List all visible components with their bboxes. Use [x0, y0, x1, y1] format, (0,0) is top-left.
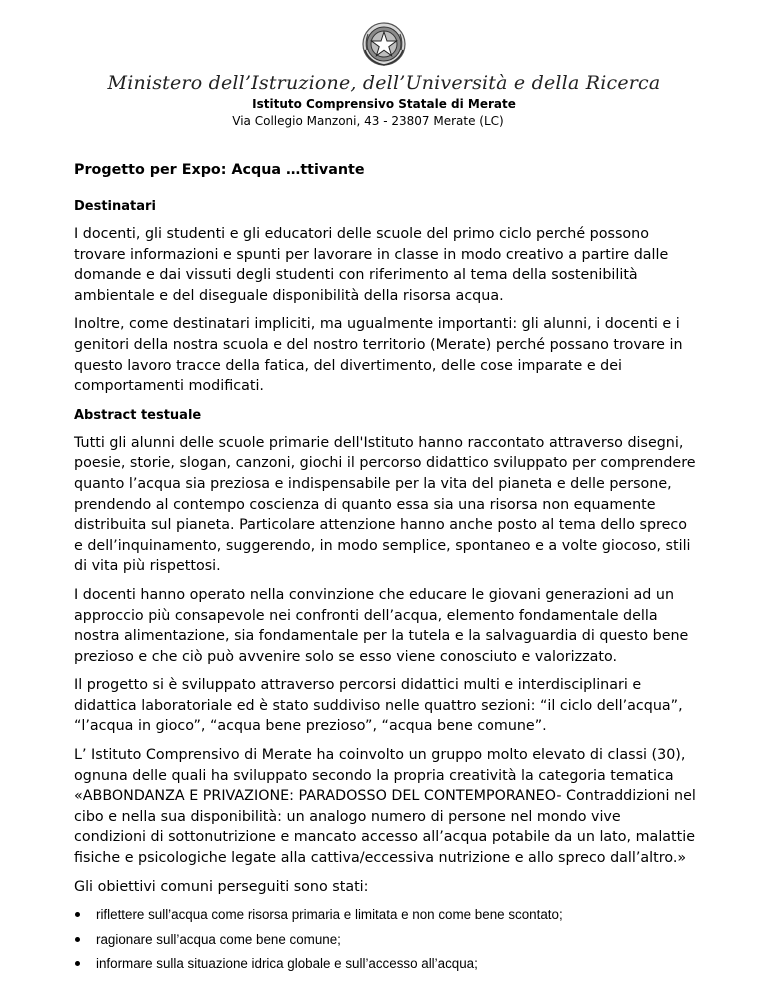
- section-heading-abstract: Abstract testuale: [74, 407, 202, 423]
- document-title: Progetto per Expo: Acqua …ttivante: [74, 162, 365, 178]
- paragraph: Il progetto si è sviluppato attraverso percorsi didattici multi e interdisciplinari e didattica laboratoriale ed è stato suddiviso nelle quattro sezioni: “il ciclo dell’acqua”, “l’acqua in gioco”, “acqua bene prezioso”, “acqua bene comune”.: [74, 677, 683, 735]
- paragraph: L’ Istituto Comprensivo di Merate ha coinvolto un gruppo molto elevato di classi (30), ognuna delle quali ha sviluppato secondo la propria creatività la categoria tematica «ABBONDANZA E PRIVAZIONE: PARADOSSO DEL CONTEMPORANEO- Contraddizioni nel cibo e nella sua disponibilità: un analogo numero di persone nel mondo vive condizioni di sottonutrizione e mancato accesso all’acqua potabile da un lato, malattie fisiche e psicologiche legate alla cattiva/eccessiva nutrizione e allo spreco dall’altro.»: [74, 747, 696, 867]
- list-item: [74, 905, 696, 925]
- italian-republic-emblem-icon: [359, 20, 409, 68]
- paragraph: Inoltre, come destinatari impliciti, ma ugualmente importanti: gli alunni, i docenti e i genitori della nostra scuola e del nostro territorio (Merate) perché possano trovare in questo lavoro tracce della fatica, del divertimento, delle cose imparate e dei comportamenti modificati.: [74, 316, 683, 395]
- school-address: Via Collegio Manzoni, 43 - 23807 Merate (LC): [232, 114, 504, 128]
- paragraph: Tutti gli alunni delle scuole primarie dell'Istituto hanno raccontato attraverso disegni, poesie, storie, slogan, canzoni, giochi il percorso didattico sviluppato per comprendere quanto l’acqua sia preziosa e indispensabile per la vita del pianeta e delle persone, prendendo al contempo coscienza di quanto essa sia una risorsa non equamente distribuita sul pianeta. Particolare attenzione hanno anche posto al tema dello spreco e dell’inquinamento, suggerendo, in modo semplice, spontaneo e a volte giocoso, stili di vita più rispettosi.: [74, 434, 696, 575]
- bullet-icon: [75, 912, 80, 917]
- list-item: [74, 930, 696, 950]
- section-heading-destinatari: Destinatari: [74, 199, 156, 214]
- paragraph: I docenti hanno operato nella convinzione che educare le giovani generazioni ad un approccio più consapevole nei confronti dell’acqua, elemento fondamentale della nostra alimentazione, sia fondamentale per la tutela e la salvaguardia di questo bene prezioso e che ciò può avvenire solo se esso viene conosciuto e valorizzato.: [74, 586, 689, 665]
- paragraph: I docenti, gli studenti e gli educatori delle scuole del primo ciclo perché possono trovare informazioni e spunti per lavorare in classe in modo creativo a partire dalle domande e dai vissuti degli studenti con riferimento al tema della sostenibilità ambientale e del diseguale disponibilità della risorsa acqua.: [74, 226, 669, 304]
- list-item-text: informare sulla situazione idrica globale e sull’accesso all’acqua;: [96, 956, 478, 972]
- school-name: Istituto Comprensivo Statale di Merate: [252, 97, 516, 111]
- list-item: [74, 954, 696, 974]
- list-item-text: riflettere sull’acqua come risorsa primaria e limitata e non come bene scontato;: [96, 907, 563, 923]
- bullet-icon: [75, 937, 80, 942]
- document-body: [74, 160, 696, 979]
- objectives-list: [74, 905, 696, 974]
- bullet-icon: [75, 961, 80, 966]
- list-item-text: ragionare sull’acqua come bene comune;: [96, 931, 341, 947]
- ministry-name: Ministero dell’Istruzione, dell’Università e della Ricerca: [107, 72, 661, 94]
- paragraph: Gli obiettivi comuni perseguiti sono stati:: [74, 878, 369, 895]
